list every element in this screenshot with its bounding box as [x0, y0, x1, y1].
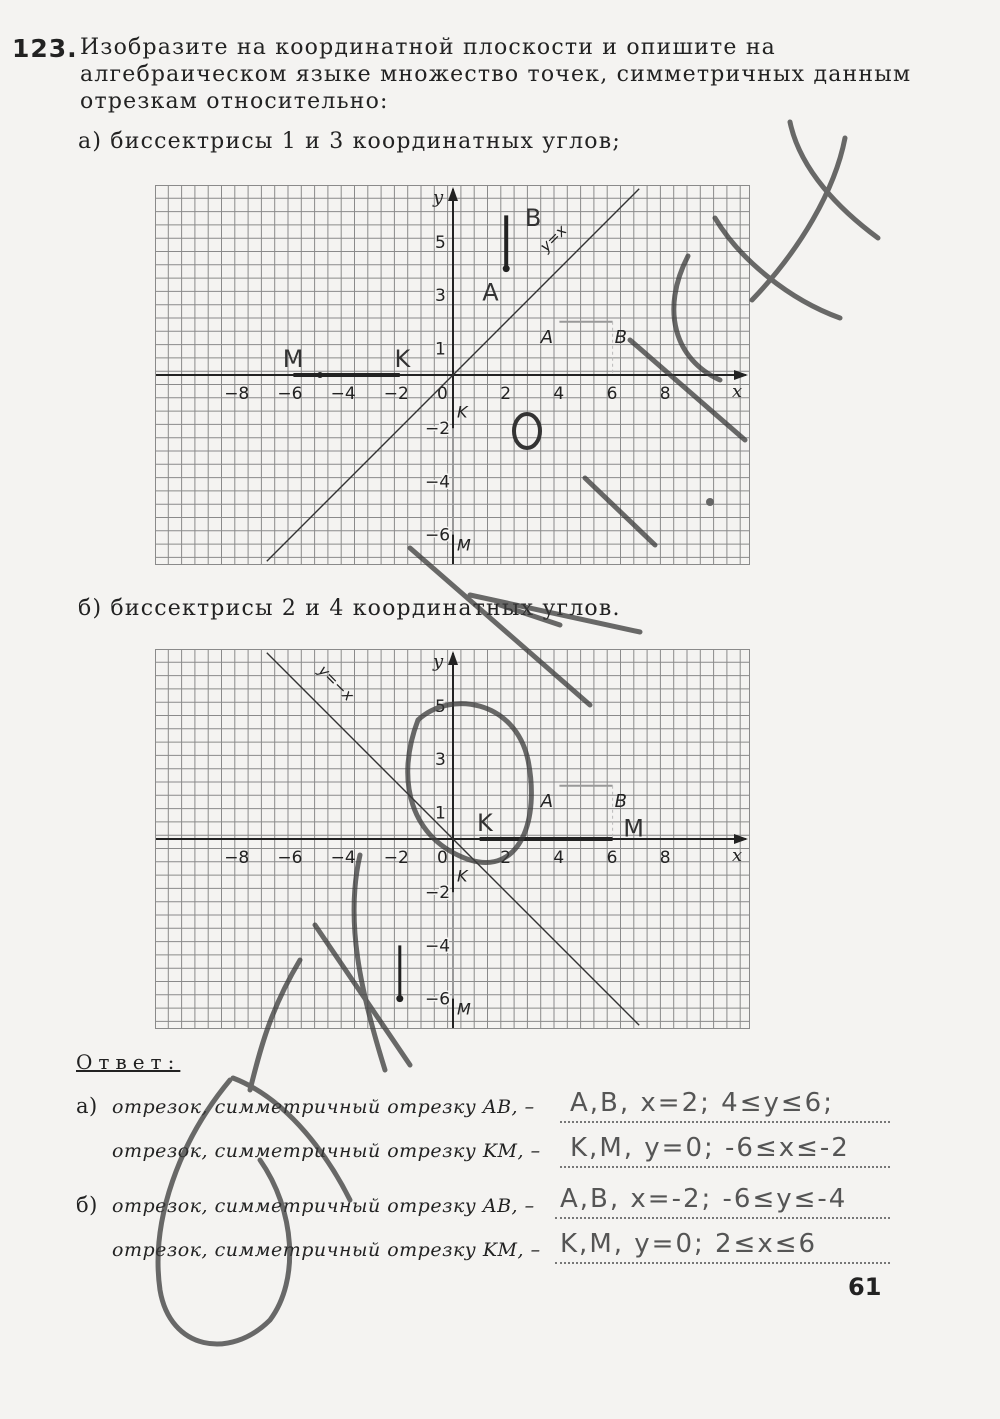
handwritten-k1: K — [476, 809, 493, 838]
handwritten-m1: M — [282, 345, 304, 374]
y-tick-label: −6 — [425, 989, 451, 1010]
x-tick-label: −8 — [224, 848, 250, 868]
x-tick-label: −4 — [330, 848, 356, 868]
answer-b1-printed: отрезок, симметричный отрезку AB, – — [112, 1195, 535, 1217]
y-tick-label: −2 — [425, 419, 451, 440]
part-b-label: б) биссектрисы 2 и 4 координатных углов. — [78, 596, 621, 621]
answer-a-line-1 — [76, 1094, 535, 1118]
part-a-label: а) биссектрисы 1 и 3 координатных углов; — [78, 129, 621, 154]
x-tick-label: 8 — [659, 848, 671, 868]
answer-dotted-line — [560, 1121, 890, 1123]
point-a-label: A — [540, 327, 554, 349]
bisector-label: y=−x — [314, 661, 358, 705]
x-tick-label: 0 — [437, 848, 448, 868]
answer-dotted-line — [555, 1262, 890, 1264]
y-axis-label: y — [433, 651, 444, 672]
point-b1 — [396, 995, 403, 1002]
answer-heading: Ответ: — [76, 1050, 181, 1074]
answer-a2-printed: отрезок, симметричный отрезку KM, – — [112, 1140, 541, 1162]
y-tick-label: −4 — [425, 472, 451, 493]
answer-b2-handwritten: K,M, y=0; 2≤x≤6 — [560, 1229, 818, 1259]
point-b-label: B — [614, 791, 627, 813]
problem-statement: Изобразите на координатной плоскости и опишите на алгебраическом языке множество точек, симметричных данным отрезкам относительно: — [80, 35, 912, 114]
x-tick-label: −2 — [383, 384, 409, 404]
answer-b-line-2 — [112, 1239, 541, 1261]
point-m1 — [317, 372, 323, 378]
point-k-label: K — [457, 866, 468, 886]
answer-a-prefix: а) — [76, 1094, 98, 1118]
y-tick-label: 5 — [435, 233, 446, 253]
x-tick-label: −8 — [224, 384, 250, 404]
y-tick-label: −2 — [425, 883, 451, 904]
y-tick-label: −6 — [425, 525, 451, 546]
answer-b2-printed: отрезок, симметричный отрезку KM, – — [112, 1239, 541, 1261]
answer-dotted-line — [555, 1217, 890, 1219]
x-tick-label: −6 — [277, 384, 303, 404]
answer-dotted-line — [560, 1166, 890, 1168]
handwritten-a1: A — [482, 278, 499, 307]
x-tick-label: −4 — [330, 384, 356, 404]
answer-b-prefix: б) — [76, 1193, 98, 1217]
y-tick-label: 3 — [435, 750, 446, 771]
problem-number: 123. — [12, 34, 78, 63]
y-tick-label: 3 — [435, 286, 446, 307]
answer-a2-handwritten: K,M, y=0; -6≤x≤-2 — [570, 1133, 850, 1163]
y-tick-label: 5 — [435, 697, 446, 717]
scribble-stroke — [790, 122, 878, 238]
y-axis-arrow — [448, 651, 458, 665]
bisector-label: y=x — [536, 221, 571, 256]
answer-a-line-2 — [112, 1140, 541, 1162]
y-tick-label: −4 — [425, 936, 451, 957]
x-tick-label: 8 — [659, 384, 671, 404]
x-tick-label: 0 — [437, 384, 448, 404]
answer-b-line-1 — [76, 1193, 535, 1217]
x-tick-label: 2 — [500, 848, 512, 868]
y-tick-label: 1 — [435, 803, 446, 824]
point-m-label: M — [457, 535, 471, 555]
y-axis-label: y — [433, 187, 444, 208]
point-a-label: A — [540, 791, 554, 813]
handwritten-m1: M — [623, 814, 644, 843]
x-tick-label: 4 — [553, 384, 565, 404]
page-number: 61 — [848, 1273, 882, 1301]
x-tick-label: 6 — [606, 384, 618, 404]
point-a1 — [503, 265, 510, 272]
y-axis-arrow — [448, 187, 458, 201]
point-b-label: B — [614, 327, 627, 349]
y-tick-label: 1 — [435, 339, 446, 360]
scribble-stroke — [752, 138, 845, 300]
graph-a — [155, 185, 750, 565]
answer-a1-printed: отрезок, симметричный отрезку AB, – — [112, 1096, 535, 1118]
x-tick-label: 6 — [606, 848, 618, 868]
x-tick-label: 2 — [500, 384, 512, 404]
handwritten-k1: K — [394, 345, 411, 374]
handwritten-b1: B — [524, 204, 542, 233]
point-k-label: K — [457, 402, 468, 422]
x-tick-label: −6 — [277, 848, 303, 868]
x-axis-label: x — [732, 381, 743, 402]
point-m-label: M — [457, 999, 471, 1019]
x-tick-label: −2 — [383, 848, 409, 868]
answer-a1-handwritten: A,B, x=2; 4≤y≤6; — [570, 1088, 834, 1118]
x-axis-label: x — [732, 845, 743, 866]
answer-b1-handwritten: A,B, x=-2; -6≤y≤-4 — [560, 1184, 848, 1214]
graph-b — [155, 649, 750, 1029]
x-tick-label: 4 — [553, 848, 565, 868]
